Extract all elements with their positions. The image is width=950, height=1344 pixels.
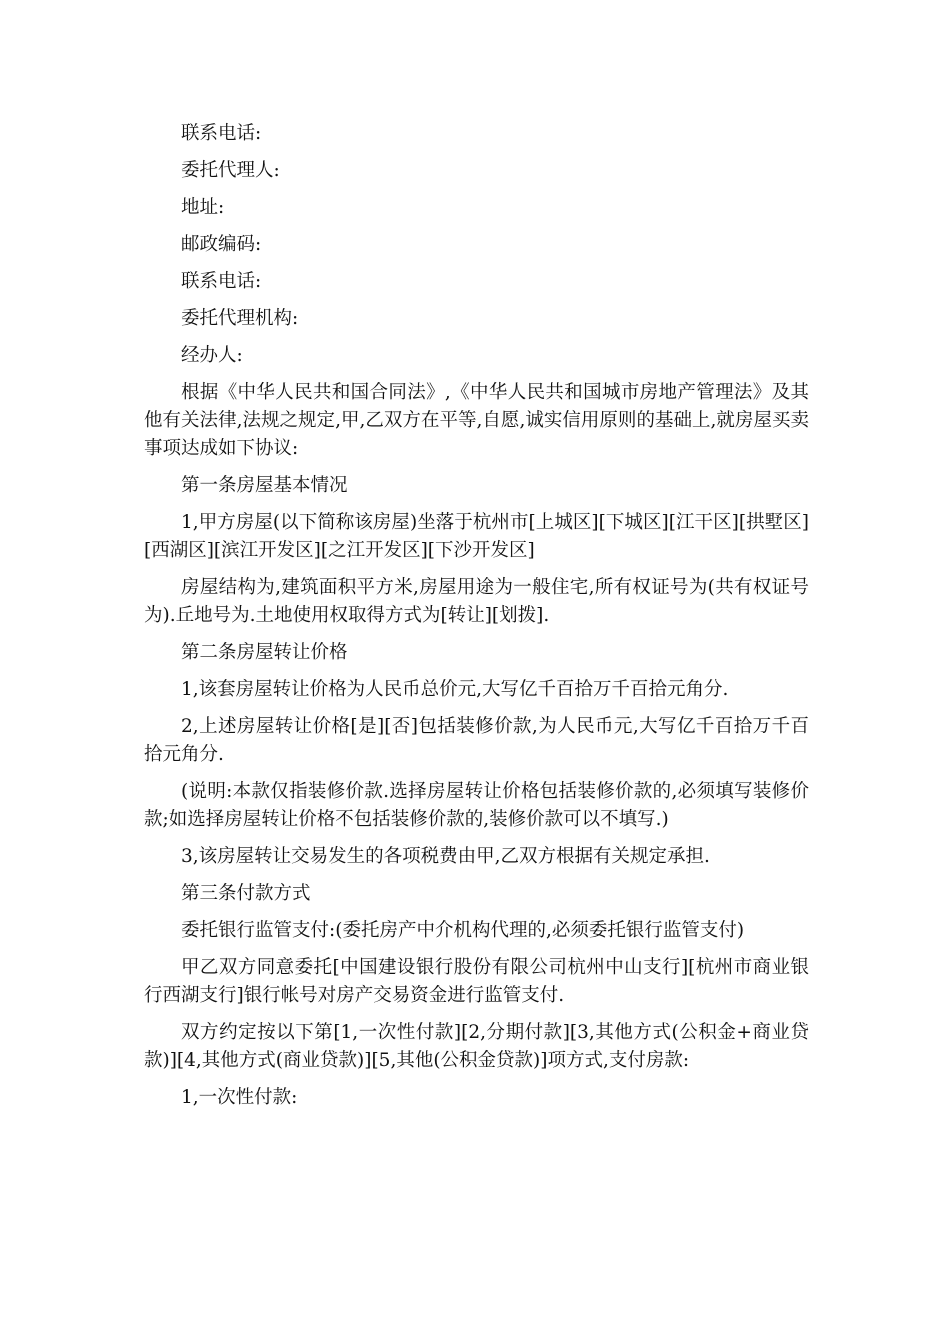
article-1-structure-paragraph: 房屋结构为,建筑面积平方米,房屋用途为一般住宅,所有权证号为(共有权证号为).丘地号为.土地使用权取得方式为[转让][划拨]. — [144, 577, 809, 626]
article-2-clause-1: 1,该套房屋转让价格为人民币总价元,大写亿千百拾万千百拾元角分. — [181, 679, 729, 700]
article-3-bank-supervision: 委托银行监管支付:(委托房产中介机构代理的,必须委托银行监管支付) — [181, 920, 745, 941]
article-3-bank-paragraph: 甲乙双方同意委托[中国建设银行股份有限公司杭州中山支行][杭州市商业银行西湖支行]银行帐号对房产交易资金进行监管支付. — [144, 957, 809, 1006]
article-3-lump-sum: 1,一次性付款: — [181, 1087, 298, 1108]
article-3-payment-options: 双方约定按以下第[1,一次性付款][2,分期付款][3,其他方式(公积金+商业贷款)][4,其他方式(商业贷款)][5,其他(公积金贷款)]项方式,支付房款: — [144, 1022, 809, 1071]
article-1-heading: 第一条房屋基本情况 — [181, 475, 348, 496]
article-2-note: (说明:本款仅指装修价款.选择房屋转让价格包括装修价款的,必须填写装修价款;如选择房屋转让价格不包括装修价款的,装修价款可以不填写.) — [144, 781, 809, 830]
agent-label: 委托代理人: — [181, 160, 280, 181]
address-label: 地址: — [181, 197, 225, 218]
article-2-heading: 第二条房屋转让价格 — [181, 642, 348, 663]
contact-phone-label-2: 联系电话: — [181, 271, 262, 292]
contact-phone-label: 联系电话: — [181, 123, 262, 144]
handler-label: 经办人: — [181, 345, 243, 366]
article-2-clause-3: 3,该房屋转让交易发生的各项税费由甲,乙双方根据有关规定承担. — [181, 846, 710, 867]
article-1-clause-1: 1,甲方房屋(以下简称该房屋)坐落于杭州市[上城区][下城区][江干区][拱墅区][西湖区][滨江开发区][之江开发区][下沙开发区] — [144, 512, 809, 561]
preamble-paragraph: 根据《中华人民共和国合同法》,《中华人民共和国城市房地产管理法》及其他有关法律,法规之规定,甲,乙双方在平等,自愿,诚实信用原则的基础上,就房屋买卖事项达成如下协议: — [144, 382, 809, 459]
postal-code-label: 邮政编码: — [181, 234, 262, 255]
document-body — [144, 120, 809, 1121]
agency-label: 委托代理机构: — [181, 308, 299, 329]
article-2-clause-2: 2,上述房屋转让价格[是][否]包括装修价款,为人民币元,大写亿千百拾万千百拾元角分. — [144, 716, 809, 765]
article-3-heading: 第三条付款方式 — [181, 883, 311, 904]
